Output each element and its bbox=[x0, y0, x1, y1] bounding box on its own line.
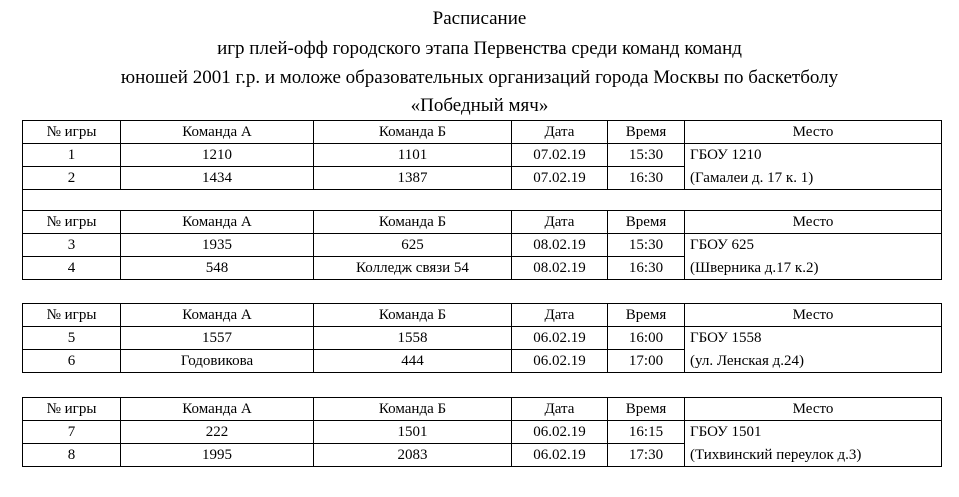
schedule-table-1 bbox=[22, 120, 942, 280]
game-number: 8 bbox=[23, 444, 121, 467]
header-place: Место bbox=[685, 121, 942, 144]
game-time: 16:15 bbox=[608, 421, 685, 444]
team-b: 1387 bbox=[314, 167, 512, 190]
document-title: Расписание bbox=[432, 8, 527, 29]
header-time: Время bbox=[608, 121, 685, 144]
header-place: Место bbox=[685, 398, 942, 421]
place-name: ГБОУ 625 bbox=[685, 234, 942, 257]
place-name: ГБОУ 1210 bbox=[685, 144, 942, 167]
game-time: 16:00 bbox=[608, 327, 685, 350]
header-team-b: Команда Б bbox=[314, 398, 512, 421]
game-number: 4 bbox=[23, 257, 121, 280]
header-team-a: Команда А bbox=[121, 211, 314, 234]
document-subtitle-line-2: юношей 2001 г.р. и моложе образовательных организаций города Москвы по баскетболу bbox=[120, 67, 839, 88]
game-number: 6 bbox=[23, 350, 121, 373]
header-team-b: Команда Б bbox=[314, 211, 512, 234]
spacer-row bbox=[23, 190, 942, 211]
team-b: 2083 bbox=[314, 444, 512, 467]
document-subtitle-line-3: «Победный мяч» bbox=[410, 95, 549, 116]
table-row bbox=[23, 444, 942, 467]
game-date: 07.02.19 bbox=[512, 144, 608, 167]
table-row bbox=[23, 167, 942, 190]
game-date: 06.02.19 bbox=[512, 421, 608, 444]
game-number: 2 bbox=[23, 167, 121, 190]
place-name: ГБОУ 1558 bbox=[685, 327, 942, 350]
header-time: Время bbox=[608, 398, 685, 421]
header-game-number: № игры bbox=[23, 121, 121, 144]
header-team-a: Команда А bbox=[121, 304, 314, 327]
document-subtitle-line-1: игр плей-офф городского этапа Первенства среди команд команд bbox=[217, 38, 742, 59]
game-time: 17:30 bbox=[608, 444, 685, 467]
place-address: (Тихвинский переулок д.3) bbox=[685, 444, 942, 467]
team-a: 1995 bbox=[121, 444, 314, 467]
header-row bbox=[23, 304, 942, 327]
header-date: Дата bbox=[512, 398, 608, 421]
table-row bbox=[23, 257, 942, 280]
game-time: 16:30 bbox=[608, 257, 685, 280]
header-date: Дата bbox=[512, 211, 608, 234]
game-number: 7 bbox=[23, 421, 121, 444]
table-row bbox=[23, 234, 942, 257]
team-a: 1210 bbox=[121, 144, 314, 167]
header-team-b: Команда Б bbox=[314, 121, 512, 144]
game-date: 06.02.19 bbox=[512, 444, 608, 467]
header-date: Дата bbox=[512, 304, 608, 327]
game-number: 1 bbox=[23, 144, 121, 167]
header-game-number: № игры bbox=[23, 304, 121, 327]
team-a: 1557 bbox=[121, 327, 314, 350]
game-time: 15:30 bbox=[608, 144, 685, 167]
place-address: (Гамалеи д. 17 к. 1) bbox=[685, 167, 942, 190]
game-date: 06.02.19 bbox=[512, 350, 608, 373]
game-date: 08.02.19 bbox=[512, 234, 608, 257]
schedule-table-3 bbox=[22, 397, 942, 467]
team-b: Колледж связи 54 bbox=[314, 257, 512, 280]
header-row bbox=[23, 121, 942, 144]
header-game-number: № игры bbox=[23, 211, 121, 234]
game-date: 06.02.19 bbox=[512, 327, 608, 350]
table-row bbox=[23, 421, 942, 444]
table-row bbox=[23, 144, 942, 167]
game-time: 17:00 bbox=[608, 350, 685, 373]
header-game-number: № игры bbox=[23, 398, 121, 421]
game-time: 15:30 bbox=[608, 234, 685, 257]
team-b: 625 bbox=[314, 234, 512, 257]
place-name: ГБОУ 1501 bbox=[685, 421, 942, 444]
team-b: 444 bbox=[314, 350, 512, 373]
header-place: Место bbox=[685, 304, 942, 327]
header-team-b: Команда Б bbox=[314, 304, 512, 327]
table-row bbox=[23, 350, 942, 373]
blank-separator bbox=[23, 190, 942, 211]
team-a: Годовикова bbox=[121, 350, 314, 373]
game-number: 3 bbox=[23, 234, 121, 257]
place-address: (ул. Ленская д.24) bbox=[685, 350, 942, 373]
schedule-table-2 bbox=[22, 303, 942, 373]
game-number: 5 bbox=[23, 327, 121, 350]
header-date: Дата bbox=[512, 121, 608, 144]
team-a: 548 bbox=[121, 257, 314, 280]
header-place: Место bbox=[685, 211, 942, 234]
table-row bbox=[23, 327, 942, 350]
game-date: 07.02.19 bbox=[512, 167, 608, 190]
header-time: Время bbox=[608, 304, 685, 327]
place-address: (Шверника д.17 к.2) bbox=[685, 257, 942, 280]
team-b: 1558 bbox=[314, 327, 512, 350]
team-a: 1935 bbox=[121, 234, 314, 257]
game-date: 08.02.19 bbox=[512, 257, 608, 280]
team-b: 1501 bbox=[314, 421, 512, 444]
team-a: 222 bbox=[121, 421, 314, 444]
header-row bbox=[23, 211, 942, 234]
game-time: 16:30 bbox=[608, 167, 685, 190]
header-time: Время bbox=[608, 211, 685, 234]
team-b: 1101 bbox=[314, 144, 512, 167]
team-a: 1434 bbox=[121, 167, 314, 190]
header-team-a: Команда А bbox=[121, 121, 314, 144]
header-row bbox=[23, 398, 942, 421]
header-team-a: Команда А bbox=[121, 398, 314, 421]
